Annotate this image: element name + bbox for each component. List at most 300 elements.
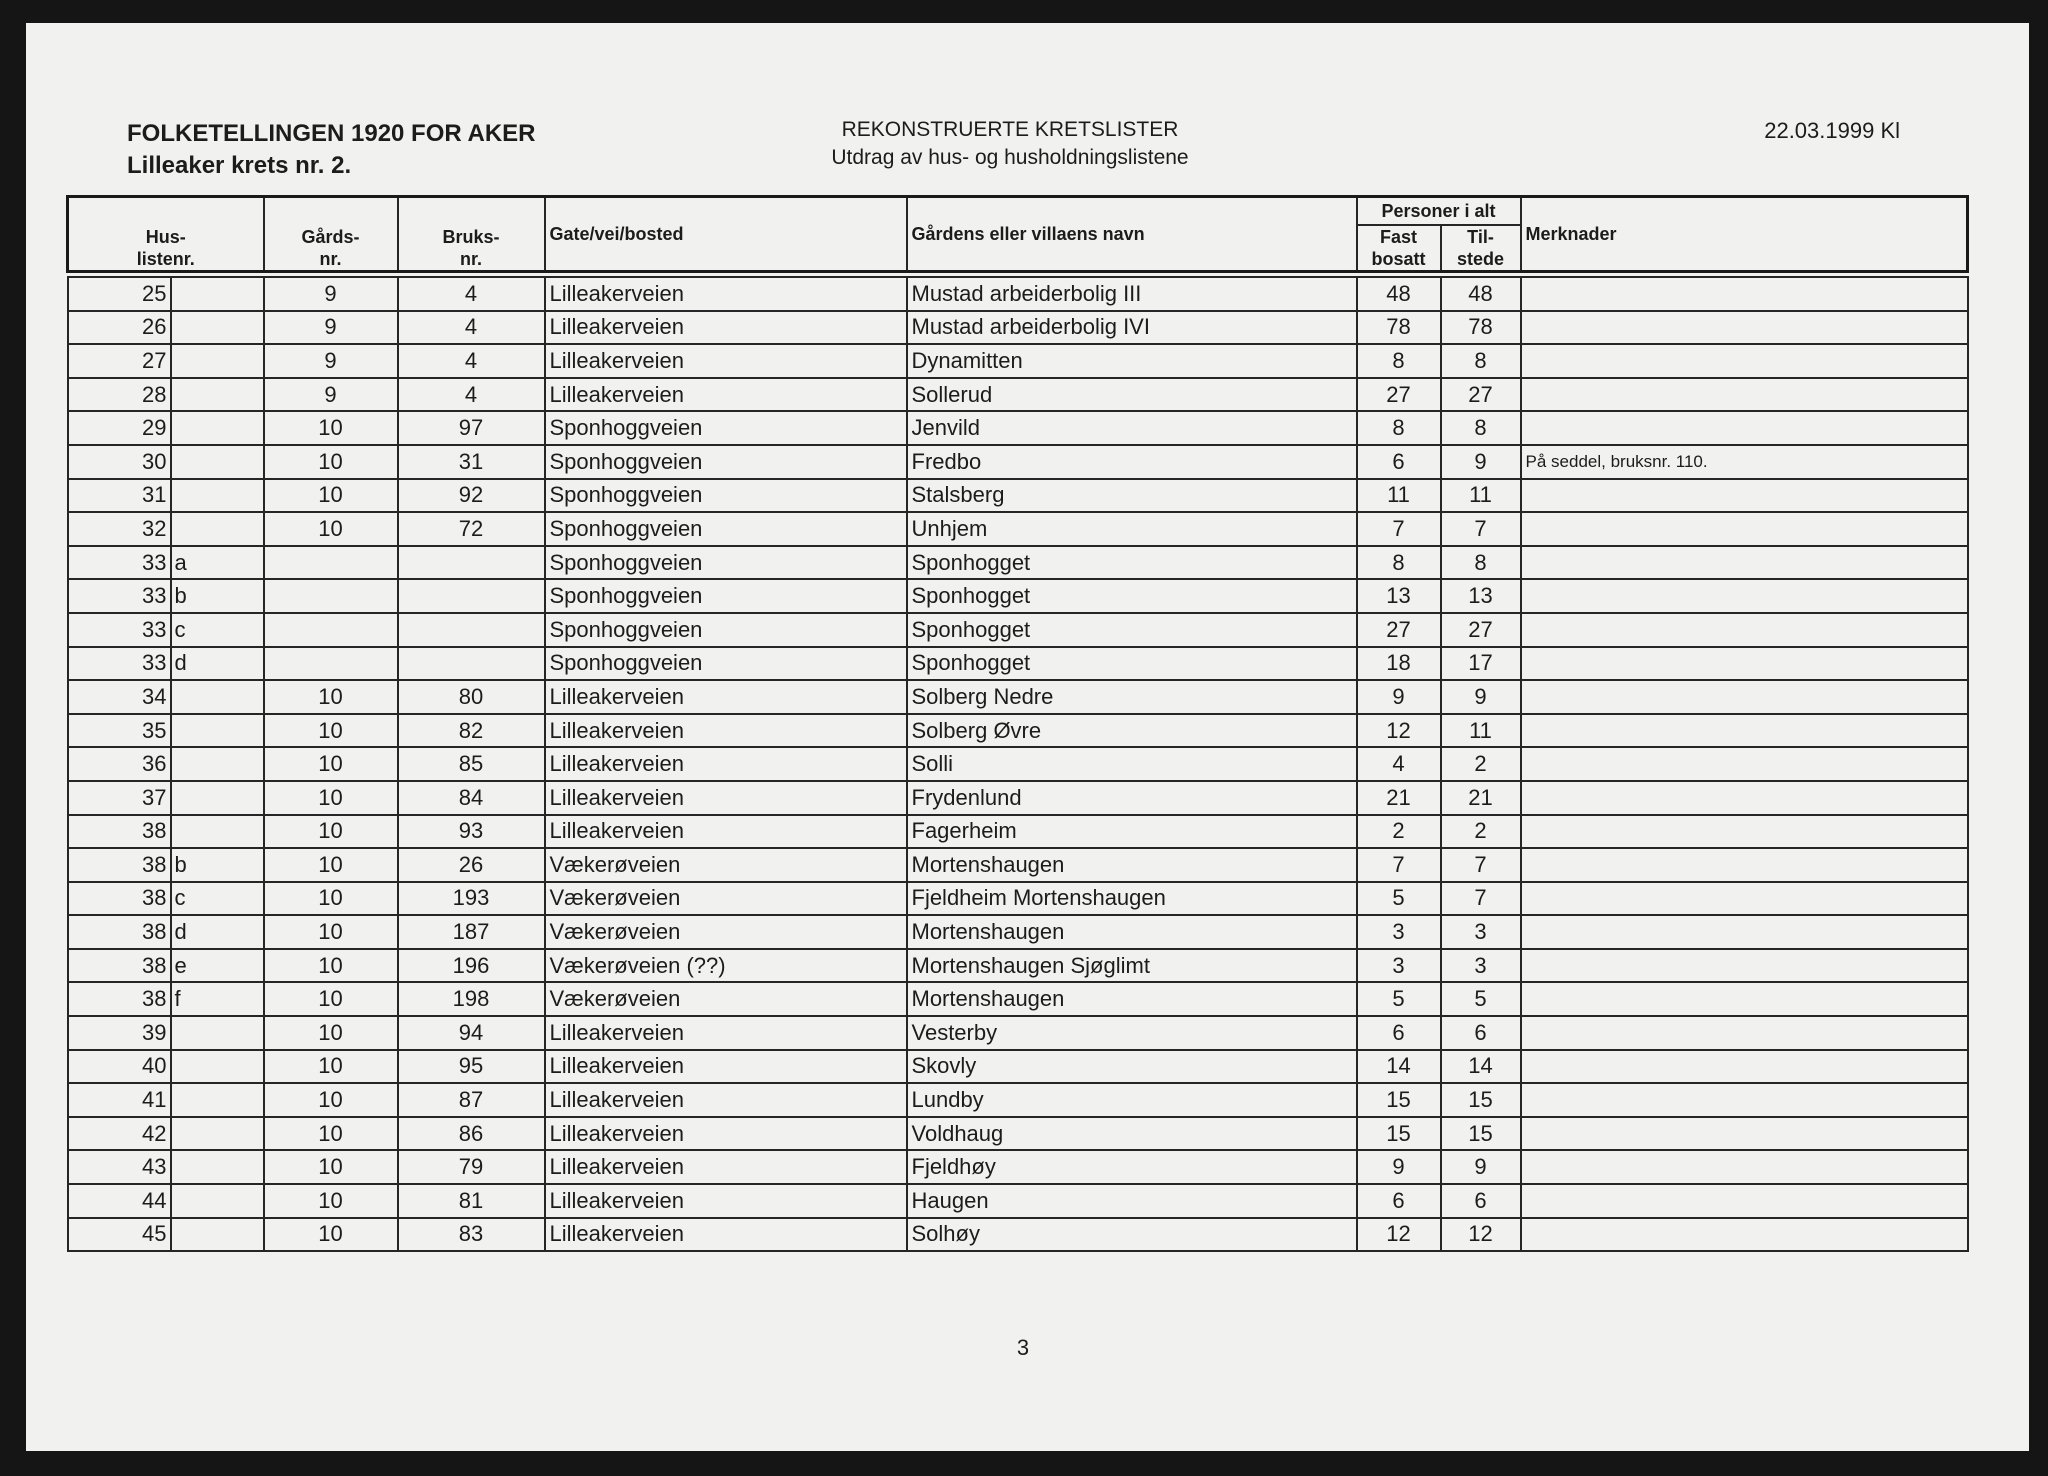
cell-merknader	[1521, 344, 1968, 378]
cell-gard: 9	[264, 277, 398, 311]
cell-gate: Sponhoggveien	[545, 613, 907, 647]
cell-navn: Haugen	[907, 1184, 1357, 1218]
cell-til: 11	[1441, 714, 1521, 748]
cell-navn: Jenvild	[907, 411, 1357, 445]
cell-fast: 7	[1357, 848, 1441, 882]
cell-bruk: 93	[398, 815, 545, 849]
cell-navn: Sponhogget	[907, 647, 1357, 681]
cell-gard: 10	[264, 1016, 398, 1050]
cell-gard	[264, 613, 398, 647]
cell-merknader	[1521, 1218, 1968, 1252]
table-row	[68, 781, 1968, 815]
cell-til: 7	[1441, 882, 1521, 916]
cell-merknader	[1521, 411, 1968, 445]
table-row	[68, 949, 1968, 983]
table-row	[68, 647, 1968, 681]
cell-til: 27	[1441, 378, 1521, 412]
cell-merknader	[1521, 747, 1968, 781]
cell-gate: Vækerøveien	[545, 982, 907, 1016]
cell-navn: Solli	[907, 747, 1357, 781]
cell-merknader	[1521, 714, 1968, 748]
col-header-navn: Gårdens eller villaens navn	[907, 197, 1357, 272]
cell-gate: Lilleakerveien	[545, 311, 907, 345]
cell-hus-suffix	[171, 781, 264, 815]
cell-gate: Lilleakerveien	[545, 1218, 907, 1252]
cell-merknader	[1521, 1150, 1968, 1184]
cell-fast: 12	[1357, 714, 1441, 748]
table-row	[68, 1218, 1968, 1252]
cell-til: 27	[1441, 613, 1521, 647]
cell-fast: 18	[1357, 647, 1441, 681]
cell-merknader	[1521, 1184, 1968, 1218]
cell-gard: 10	[264, 1117, 398, 1151]
table-row	[68, 680, 1968, 714]
cell-hus: 38	[68, 815, 171, 849]
cell-navn: Mortenshaugen	[907, 982, 1357, 1016]
cell-navn: Unhjem	[907, 512, 1357, 546]
cell-gate: Lilleakerveien	[545, 1083, 907, 1117]
cell-gate: Lilleakerveien	[545, 747, 907, 781]
cell-merknader	[1521, 378, 1968, 412]
cell-merknader	[1521, 1016, 1968, 1050]
cell-merknader	[1521, 1117, 1968, 1151]
cell-hus-suffix	[171, 1150, 264, 1184]
cell-fast: 48	[1357, 277, 1441, 311]
cell-bruk	[398, 613, 545, 647]
cell-gard: 10	[264, 949, 398, 983]
document-title: FOLKETELLINGEN 1920 FOR AKER	[127, 120, 536, 147]
cell-hus-suffix: d	[171, 915, 264, 949]
cell-til: 9	[1441, 445, 1521, 479]
table-row	[68, 613, 1968, 647]
cell-gard	[264, 579, 398, 613]
cell-navn: Vesterby	[907, 1016, 1357, 1050]
cell-hus: 28	[68, 378, 171, 412]
cell-hus-suffix	[171, 378, 264, 412]
cell-fast: 8	[1357, 546, 1441, 580]
cell-bruk: 87	[398, 1083, 545, 1117]
cell-bruk: 198	[398, 982, 545, 1016]
cell-hus: 29	[68, 411, 171, 445]
cell-bruk: 83	[398, 1218, 545, 1252]
cell-bruk: 86	[398, 1117, 545, 1151]
cell-gate: Lilleakerveien	[545, 815, 907, 849]
cell-bruk: 31	[398, 445, 545, 479]
cell-hus: 27	[68, 344, 171, 378]
cell-fast: 12	[1357, 1218, 1441, 1252]
cell-merknader	[1521, 815, 1968, 849]
cell-til: 6	[1441, 1016, 1521, 1050]
cell-gard: 10	[264, 1184, 398, 1218]
cell-til: 21	[1441, 781, 1521, 815]
cell-hus-suffix	[171, 479, 264, 513]
cell-gard: 10	[264, 680, 398, 714]
cell-gate: Lilleakerveien	[545, 1117, 907, 1151]
cell-hus: 38	[68, 982, 171, 1016]
cell-merknader	[1521, 579, 1968, 613]
cell-hus-suffix	[171, 1083, 264, 1117]
cell-bruk: 4	[398, 344, 545, 378]
col-header-personer: Personer i alt	[1357, 197, 1521, 226]
cell-navn: Fjeldheim Mortenshaugen	[907, 882, 1357, 916]
table-row	[68, 1150, 1968, 1184]
table-row	[68, 714, 1968, 748]
cell-navn: Voldhaug	[907, 1117, 1357, 1151]
cell-til: 7	[1441, 512, 1521, 546]
col-header-til: Til- stede	[1441, 225, 1521, 272]
cell-fast: 13	[1357, 579, 1441, 613]
cell-merknader	[1521, 512, 1968, 546]
cell-navn: Sollerud	[907, 378, 1357, 412]
document-title-block	[127, 118, 536, 182]
cell-bruk: 193	[398, 882, 545, 916]
cell-hus: 35	[68, 714, 171, 748]
cell-hus: 36	[68, 747, 171, 781]
cell-hus-suffix: d	[171, 647, 264, 681]
center-heading-line2: Utdrag av hus- og husholdningslistene	[831, 146, 1189, 169]
cell-gard: 10	[264, 1083, 398, 1117]
col-header-merknader: Merknader	[1521, 197, 1968, 272]
table-row	[68, 1050, 1968, 1084]
document-subtitle: Lilleaker krets nr. 2.	[127, 152, 352, 179]
cell-hus: 37	[68, 781, 171, 815]
cell-merknader	[1521, 479, 1968, 513]
cell-hus: 42	[68, 1117, 171, 1151]
center-heading-line1: REKONSTRUERTE KRETSLISTER	[841, 118, 1179, 141]
table-row	[68, 411, 1968, 445]
cell-hus: 40	[68, 1050, 171, 1084]
cell-bruk: 4	[398, 311, 545, 345]
col-header-gate: Gate/vei/bosted	[545, 197, 907, 272]
cell-gard: 10	[264, 1218, 398, 1252]
cell-fast: 14	[1357, 1050, 1441, 1084]
cell-hus-suffix: c	[171, 882, 264, 916]
cell-bruk: 187	[398, 915, 545, 949]
table-row	[68, 1184, 1968, 1218]
cell-navn: Fredbo	[907, 445, 1357, 479]
cell-fast: 4	[1357, 747, 1441, 781]
cell-gard: 9	[264, 311, 398, 345]
cell-merknader	[1521, 1083, 1968, 1117]
cell-gard: 10	[264, 445, 398, 479]
cell-gate: Sponhoggveien	[545, 411, 907, 445]
cell-hus-suffix: b	[171, 579, 264, 613]
cell-gard: 10	[264, 982, 398, 1016]
cell-hus-suffix	[171, 512, 264, 546]
cell-merknader	[1521, 781, 1968, 815]
cell-hus-suffix	[171, 680, 264, 714]
cell-bruk: 79	[398, 1150, 545, 1184]
cell-fast: 11	[1357, 479, 1441, 513]
cell-gard: 10	[264, 411, 398, 445]
cell-hus-suffix	[171, 1016, 264, 1050]
cell-bruk	[398, 546, 545, 580]
cell-gate: Lilleakerveien	[545, 714, 907, 748]
cell-bruk	[398, 579, 545, 613]
cell-til: 14	[1441, 1050, 1521, 1084]
cell-gard	[264, 546, 398, 580]
cell-til: 8	[1441, 344, 1521, 378]
cell-fast: 15	[1357, 1117, 1441, 1151]
cell-merknader	[1521, 882, 1968, 916]
cell-hus: 45	[68, 1218, 171, 1252]
cell-bruk: 95	[398, 1050, 545, 1084]
table-row	[68, 815, 1968, 849]
table-row	[68, 915, 1968, 949]
cell-hus-suffix	[171, 815, 264, 849]
cell-hus-suffix	[171, 411, 264, 445]
cell-til: 2	[1441, 747, 1521, 781]
cell-fast: 15	[1357, 1083, 1441, 1117]
cell-hus: 41	[68, 1083, 171, 1117]
cell-hus: 33	[68, 546, 171, 580]
table-row	[68, 445, 1968, 479]
cell-navn: Fjeldhøy	[907, 1150, 1357, 1184]
cell-gard: 10	[264, 1050, 398, 1084]
cell-hus-suffix: f	[171, 982, 264, 1016]
cell-fast: 9	[1357, 680, 1441, 714]
page-number: 3	[1016, 1335, 1030, 1360]
table-row	[68, 982, 1968, 1016]
cell-merknader	[1521, 680, 1968, 714]
table-row	[68, 479, 1968, 513]
cell-hus-suffix	[171, 714, 264, 748]
cell-gate: Vækerøveien	[545, 882, 907, 916]
cell-hus: 33	[68, 613, 171, 647]
cell-gate: Sponhoggveien	[545, 479, 907, 513]
cell-hus: 44	[68, 1184, 171, 1218]
cell-gate: Sponhoggveien	[545, 579, 907, 613]
cell-til: 9	[1441, 1150, 1521, 1184]
cell-gard: 10	[264, 479, 398, 513]
cell-navn: Mortenshaugen	[907, 915, 1357, 949]
table-row	[68, 277, 1968, 311]
cell-til: 48	[1441, 277, 1521, 311]
cell-bruk: 72	[398, 512, 545, 546]
cell-til: 12	[1441, 1218, 1521, 1252]
cell-hus-suffix: e	[171, 949, 264, 983]
cell-gard: 10	[264, 915, 398, 949]
cell-gate: Sponhoggveien	[545, 546, 907, 580]
cell-gard: 10	[264, 512, 398, 546]
cell-hus: 38	[68, 949, 171, 983]
cell-til: 15	[1441, 1083, 1521, 1117]
table-row	[68, 882, 1968, 916]
cell-til: 11	[1441, 479, 1521, 513]
cell-gard: 10	[264, 1150, 398, 1184]
table-row	[68, 579, 1968, 613]
cell-gard: 10	[264, 848, 398, 882]
cell-fast: 3	[1357, 949, 1441, 983]
cell-til: 13	[1441, 579, 1521, 613]
cell-merknader	[1521, 546, 1968, 580]
cell-til: 5	[1441, 982, 1521, 1016]
table-row	[68, 378, 1968, 412]
cell-hus: 38	[68, 915, 171, 949]
cell-til: 9	[1441, 680, 1521, 714]
col-header-gard: Gårds- nr.	[264, 197, 398, 272]
cell-fast: 21	[1357, 781, 1441, 815]
cell-bruk: 94	[398, 1016, 545, 1050]
cell-hus: 30	[68, 445, 171, 479]
cell-til: 8	[1441, 546, 1521, 580]
cell-gard: 10	[264, 781, 398, 815]
table-row	[68, 311, 1968, 345]
cell-navn: Fagerheim	[907, 815, 1357, 849]
cell-navn: Frydenlund	[907, 781, 1357, 815]
cell-hus-suffix: a	[171, 546, 264, 580]
col-header-fast: Fast bosatt	[1357, 225, 1441, 272]
cell-fast: 3	[1357, 915, 1441, 949]
col-header-hus: Hus- listenr.	[68, 197, 264, 272]
cell-hus-suffix	[171, 277, 264, 311]
cell-til: 7	[1441, 848, 1521, 882]
cell-merknader	[1521, 277, 1968, 311]
cell-bruk: 82	[398, 714, 545, 748]
cell-hus-suffix	[171, 1184, 264, 1218]
cell-hus-suffix	[171, 1117, 264, 1151]
cell-bruk: 81	[398, 1184, 545, 1218]
cell-hus: 38	[68, 848, 171, 882]
cell-hus: 25	[68, 277, 171, 311]
census-table	[66, 195, 1969, 1252]
cell-navn: Solberg Øvre	[907, 714, 1357, 748]
cell-bruk: 4	[398, 277, 545, 311]
cell-hus: 38	[68, 882, 171, 916]
cell-merknader	[1521, 848, 1968, 882]
cell-fast: 27	[1357, 378, 1441, 412]
cell-navn: Sponhogget	[907, 613, 1357, 647]
cell-hus: 31	[68, 479, 171, 513]
cell-merknader	[1521, 1050, 1968, 1084]
cell-fast: 8	[1357, 411, 1441, 445]
table-row	[68, 1083, 1968, 1117]
cell-gard: 10	[264, 882, 398, 916]
cell-navn: Mustad arbeiderbolig IVI	[907, 311, 1357, 345]
cell-merknader	[1521, 949, 1968, 983]
cell-fast: 27	[1357, 613, 1441, 647]
cell-gard: 10	[264, 747, 398, 781]
cell-navn: Mortenshaugen Sjøglimt	[907, 949, 1357, 983]
cell-hus-suffix: c	[171, 613, 264, 647]
cell-bruk: 97	[398, 411, 545, 445]
cell-gate: Lilleakerveien	[545, 277, 907, 311]
cell-gate: Lilleakerveien	[545, 1050, 907, 1084]
table-row	[68, 1117, 1968, 1151]
cell-hus-suffix	[171, 1218, 264, 1252]
cell-til: 3	[1441, 949, 1521, 983]
cell-til: 6	[1441, 1184, 1521, 1218]
cell-gard: 10	[264, 714, 398, 748]
cell-bruk	[398, 647, 545, 681]
cell-til: 78	[1441, 311, 1521, 345]
cell-gate: Lilleakerveien	[545, 781, 907, 815]
cell-hus: 33	[68, 579, 171, 613]
cell-hus: 43	[68, 1150, 171, 1184]
cell-bruk: 26	[398, 848, 545, 882]
cell-navn: Lundby	[907, 1083, 1357, 1117]
cell-hus: 39	[68, 1016, 171, 1050]
cell-gate: Lilleakerveien	[545, 1184, 907, 1218]
cell-gate: Lilleakerveien	[545, 680, 907, 714]
cell-navn: Dynamitten	[907, 344, 1357, 378]
table-row	[68, 512, 1968, 546]
cell-til: 2	[1441, 815, 1521, 849]
cell-fast: 2	[1357, 815, 1441, 849]
cell-til: 3	[1441, 915, 1521, 949]
cell-fast: 78	[1357, 311, 1441, 345]
cell-gard: 9	[264, 344, 398, 378]
cell-hus: 32	[68, 512, 171, 546]
cell-gate: Lilleakerveien	[545, 1016, 907, 1050]
table-row	[68, 848, 1968, 882]
cell-navn: Skovly	[907, 1050, 1357, 1084]
cell-hus: 34	[68, 680, 171, 714]
cell-navn: Mortenshaugen	[907, 848, 1357, 882]
cell-gate: Vækerøveien (??)	[545, 949, 907, 983]
cell-merknader	[1521, 915, 1968, 949]
cell-navn: Solhøy	[907, 1218, 1357, 1252]
cell-merknader	[1521, 647, 1968, 681]
table-row	[68, 1016, 1968, 1050]
cell-bruk: 196	[398, 949, 545, 983]
cell-navn: Stalsberg	[907, 479, 1357, 513]
date-initials: 22.03.1999 Kl	[1764, 118, 1900, 143]
cell-gard: 9	[264, 378, 398, 412]
cell-gate: Lilleakerveien	[545, 378, 907, 412]
cell-fast: 6	[1357, 1184, 1441, 1218]
cell-merknader	[1521, 982, 1968, 1016]
cell-fast: 8	[1357, 344, 1441, 378]
cell-merknader	[1521, 613, 1968, 647]
table-row	[68, 546, 1968, 580]
cell-gate: Sponhoggveien	[545, 647, 907, 681]
cell-til: 8	[1441, 411, 1521, 445]
cell-fast: 6	[1357, 1016, 1441, 1050]
cell-merknader: På seddel, bruksnr. 110.	[1521, 445, 1968, 479]
cell-gate: Sponhoggveien	[545, 512, 907, 546]
cell-gard: 10	[264, 815, 398, 849]
cell-navn: Sponhogget	[907, 546, 1357, 580]
cell-navn: Solberg Nedre	[907, 680, 1357, 714]
cell-til: 15	[1441, 1117, 1521, 1151]
cell-gate: Vækerøveien	[545, 915, 907, 949]
cell-gate: Vækerøveien	[545, 848, 907, 882]
cell-bruk: 84	[398, 781, 545, 815]
cell-til: 17	[1441, 647, 1521, 681]
table-row	[68, 747, 1968, 781]
cell-hus-suffix	[171, 445, 264, 479]
cell-hus: 33	[68, 647, 171, 681]
cell-fast: 5	[1357, 882, 1441, 916]
cell-navn: Sponhogget	[907, 579, 1357, 613]
cell-hus-suffix	[171, 1050, 264, 1084]
col-header-bruk: Bruks- nr.	[398, 197, 545, 272]
cell-bruk: 4	[398, 378, 545, 412]
cell-bruk: 80	[398, 680, 545, 714]
cell-gard	[264, 647, 398, 681]
cell-fast: 5	[1357, 982, 1441, 1016]
cell-hus-suffix	[171, 344, 264, 378]
cell-gate: Lilleakerveien	[545, 344, 907, 378]
cell-hus-suffix: b	[171, 848, 264, 882]
cell-navn: Mustad arbeiderbolig III	[907, 277, 1357, 311]
cell-hus: 26	[68, 311, 171, 345]
table-row	[68, 344, 1968, 378]
cell-hus-suffix	[171, 747, 264, 781]
cell-hus-suffix	[171, 311, 264, 345]
cell-bruk: 85	[398, 747, 545, 781]
